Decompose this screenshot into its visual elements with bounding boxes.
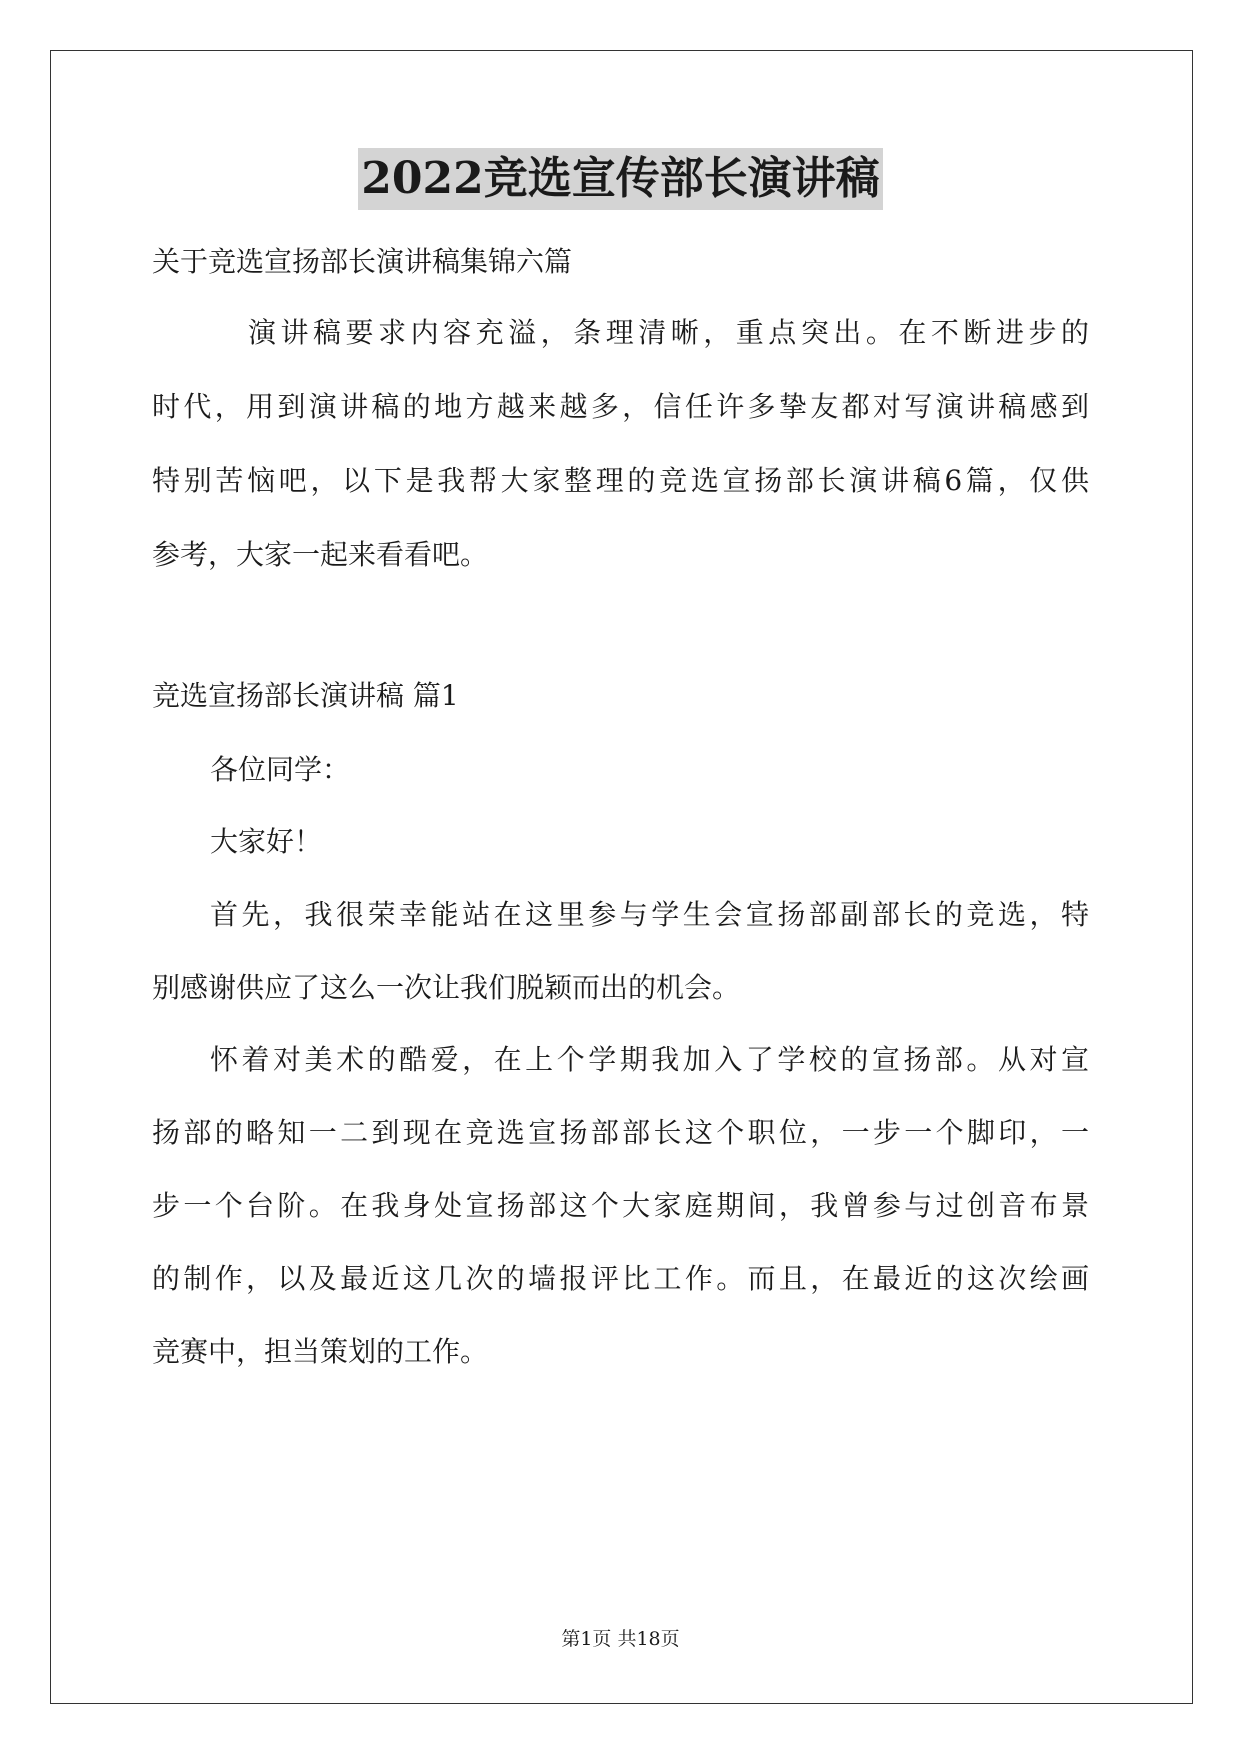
subtitle-line: 关于竞选宣扬部长演讲稿集锦六篇: [152, 245, 573, 278]
paragraph-line: 扬部的略知一二到现在竞选宣扬部部长这个职位，一步一个脚印，一: [152, 1116, 1089, 1149]
paragraph-line: 大家好！: [210, 825, 323, 858]
paragraph-line: 参考，大家一起来看看吧。: [152, 538, 489, 571]
paragraph-line: 怀着对美术的酷爱，在上个学期我加入了学校的宣扬部。从对宣: [210, 1043, 1089, 1076]
paragraph-line: 特别苦恼吧，以下是我帮大家整理的竞选宣扬部长演讲稿6篇，仅供: [152, 464, 1089, 497]
paragraph-line: 步一个台阶。在我身处宣扬部这个大家庭期间，我曾参与过创音布景: [152, 1189, 1089, 1222]
paragraph-line: 演讲稿要求内容充溢，条理清晰，重点突出。在不断进步的: [248, 316, 1089, 349]
paragraph-line: 时代，用到演讲稿的地方越来越多，信任许多挚友都对写演讲稿感到: [152, 390, 1089, 423]
paragraph-line: 竞赛中，担当策划的工作。: [152, 1335, 489, 1368]
title-container: [0, 148, 1241, 210]
page-border: [50, 50, 1193, 1704]
paragraph-line: 各位同学：: [210, 753, 351, 786]
paragraph-line: 别感谢供应了这么一次让我们脱颖而出的机会。: [152, 971, 741, 1004]
paragraph-line: 首先，我很荣幸能站在这里参与学生会宣扬部副部长的竞选，特: [210, 898, 1089, 931]
document-title: 2022竞选宣传部长演讲稿: [358, 148, 882, 210]
page-footer: 第1页 共18页: [561, 1628, 680, 1650]
section-heading: 竞选宣扬部长演讲稿 篇1: [152, 679, 459, 712]
paragraph-line: 的制作，以及最近这几次的墙报评比工作。而且，在最近的这次绘画: [152, 1262, 1089, 1295]
